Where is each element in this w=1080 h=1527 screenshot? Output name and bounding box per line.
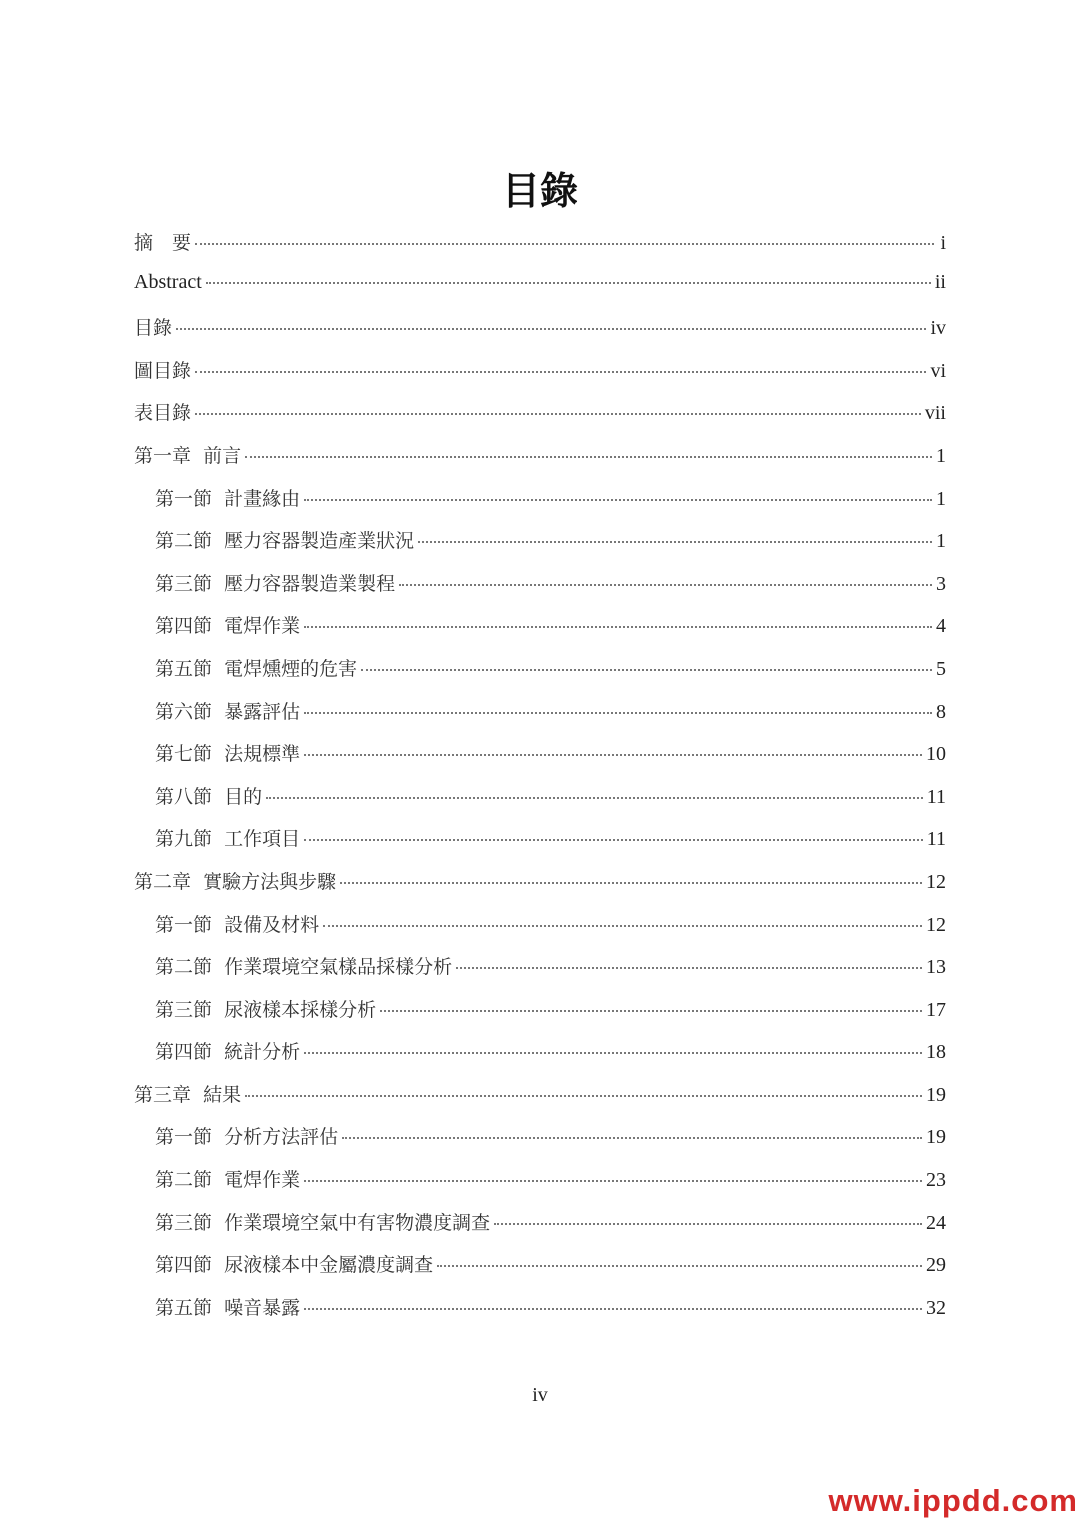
dot-leader bbox=[304, 1051, 922, 1054]
toc-page: 23 bbox=[926, 1169, 946, 1192]
dot-leader bbox=[206, 281, 931, 284]
dot-leader bbox=[195, 370, 926, 373]
toc-label: 第三章 結果 bbox=[134, 1083, 242, 1106]
toc-label: Abstract bbox=[134, 270, 202, 293]
dot-leader bbox=[340, 881, 922, 884]
toc-section[interactable] bbox=[134, 739, 946, 782]
toc-label: 第四節 電焊作業 bbox=[155, 615, 301, 638]
dot-leader bbox=[245, 455, 932, 458]
toc-section[interactable] bbox=[134, 611, 946, 654]
page-number: iv bbox=[532, 1384, 548, 1406]
dot-leader bbox=[266, 796, 923, 799]
toc-label: 摘 要 bbox=[134, 232, 192, 254]
dot-leader bbox=[361, 668, 932, 671]
toc-page: 12 bbox=[926, 870, 946, 893]
toc-label: 第五節 電焊燻煙的危害 bbox=[155, 657, 358, 680]
toc-label: 第一章 前言 bbox=[134, 444, 242, 467]
toc-page: 8 bbox=[936, 700, 946, 723]
toc-label: 第九節 工作項目 bbox=[155, 828, 301, 851]
toc-page: 5 bbox=[936, 657, 946, 680]
toc-page: 11 bbox=[926, 785, 946, 808]
toc-page: 24 bbox=[926, 1211, 946, 1234]
toc-page: 13 bbox=[926, 956, 946, 979]
toc-label: 第三節 尿液樣本採樣分析 bbox=[155, 998, 377, 1021]
dot-leader bbox=[195, 412, 921, 415]
toc-page: 1 bbox=[936, 530, 946, 553]
toc-section[interactable] bbox=[134, 526, 946, 569]
toc-section[interactable] bbox=[134, 654, 946, 697]
toc-label: 第三節 作業環境空氣中有害物濃度調查 bbox=[155, 1211, 491, 1234]
dot-leader bbox=[245, 1094, 922, 1097]
toc-label: 第二節 作業環境空氣樣品採樣分析 bbox=[155, 956, 453, 979]
toc-section[interactable] bbox=[134, 1208, 946, 1251]
dot-leader bbox=[494, 1222, 922, 1225]
toc-label: 第一節 設備及材料 bbox=[155, 913, 320, 936]
toc-page: 4 bbox=[936, 615, 946, 638]
dot-leader bbox=[380, 1009, 922, 1012]
toc-section[interactable] bbox=[134, 782, 946, 825]
toc-label: 第一節 計畫緣由 bbox=[155, 487, 301, 510]
toc-label: 第五節 噪音暴露 bbox=[155, 1296, 301, 1319]
toc-page: 11 bbox=[926, 828, 946, 851]
toc-section[interactable] bbox=[134, 484, 946, 527]
toc-section[interactable] bbox=[134, 1250, 946, 1293]
toc-chapter-1[interactable] bbox=[134, 441, 946, 484]
dot-leader bbox=[437, 1264, 922, 1267]
dot-leader bbox=[304, 711, 932, 714]
dot-leader bbox=[304, 838, 923, 841]
toc-label: 第二節 壓力容器製造產業狀況 bbox=[155, 530, 415, 553]
dot-leader bbox=[304, 753, 922, 756]
toc-label: 第七節 法規標準 bbox=[155, 743, 301, 766]
toc-section[interactable] bbox=[134, 995, 946, 1038]
toc-entry-tables[interactable] bbox=[134, 398, 946, 441]
toc-section[interactable] bbox=[134, 952, 946, 995]
toc-section[interactable] bbox=[134, 824, 946, 867]
toc-page: vi bbox=[930, 359, 946, 382]
toc-page: 1 bbox=[936, 444, 946, 467]
dot-leader bbox=[304, 498, 932, 501]
toc-section[interactable] bbox=[134, 1293, 946, 1336]
toc-label: 第二章 實驗方法與步驟 bbox=[134, 870, 337, 893]
toc-page: 18 bbox=[926, 1041, 946, 1064]
dot-leader bbox=[304, 1307, 922, 1310]
toc-section[interactable] bbox=[134, 1165, 946, 1208]
toc-label: 第三節 壓力容器製造業製程 bbox=[155, 572, 396, 595]
toc-page: 19 bbox=[926, 1126, 946, 1149]
toc-label: 圖目錄 bbox=[134, 359, 192, 382]
toc-label: 目錄 bbox=[134, 317, 173, 340]
dot-leader bbox=[342, 1136, 922, 1139]
toc-page: 1 bbox=[936, 487, 946, 510]
toc-page: 32 bbox=[926, 1296, 946, 1319]
toc-entry-abstract-en[interactable] bbox=[134, 271, 946, 314]
dot-leader bbox=[323, 924, 922, 927]
toc-label: 第四節 統計分析 bbox=[155, 1041, 301, 1064]
toc-section[interactable] bbox=[134, 1037, 946, 1080]
dot-leader bbox=[176, 327, 926, 330]
toc-page: 29 bbox=[926, 1254, 946, 1277]
toc-chapter-2[interactable] bbox=[134, 867, 946, 910]
toc-chapter-3[interactable] bbox=[134, 1080, 946, 1123]
toc-label: 第四節 尿液樣本中金屬濃度調查 bbox=[155, 1254, 434, 1277]
toc-label: 第六節 暴露評估 bbox=[155, 700, 301, 723]
toc-section[interactable] bbox=[134, 697, 946, 740]
dot-leader bbox=[418, 540, 932, 543]
toc-label: 第二節 電焊作業 bbox=[155, 1169, 301, 1192]
page-title: 目錄 bbox=[501, 169, 578, 213]
dot-leader bbox=[399, 583, 932, 586]
table-of-contents bbox=[134, 228, 946, 1335]
dot-leader bbox=[195, 242, 934, 245]
toc-entry-abstract-zh[interactable] bbox=[134, 228, 946, 271]
toc-section[interactable] bbox=[134, 910, 946, 953]
toc-page: 19 bbox=[926, 1083, 946, 1106]
toc-label: 第一節 分析方法評估 bbox=[155, 1126, 339, 1149]
toc-label: 第八節 目的 bbox=[155, 785, 263, 808]
dot-leader bbox=[456, 966, 922, 969]
toc-page: ii bbox=[934, 270, 946, 293]
toc-page: 17 bbox=[926, 998, 946, 1021]
dot-leader bbox=[304, 625, 932, 628]
toc-page: iv bbox=[930, 317, 946, 340]
toc-section[interactable] bbox=[134, 569, 946, 612]
toc-page: 12 bbox=[926, 913, 946, 936]
toc-label: 表目錄 bbox=[134, 402, 192, 425]
toc-entry-figures[interactable] bbox=[134, 356, 946, 399]
toc-page: i bbox=[940, 232, 946, 254]
watermark-text: www.ippdd.com bbox=[828, 1483, 1078, 1518]
toc-page: 3 bbox=[936, 572, 946, 595]
toc-page: 10 bbox=[926, 743, 946, 766]
toc-page: vii bbox=[924, 402, 946, 425]
dot-leader bbox=[304, 1179, 922, 1182]
toc-entry-contents[interactable] bbox=[134, 313, 946, 356]
toc-section[interactable] bbox=[134, 1122, 946, 1165]
